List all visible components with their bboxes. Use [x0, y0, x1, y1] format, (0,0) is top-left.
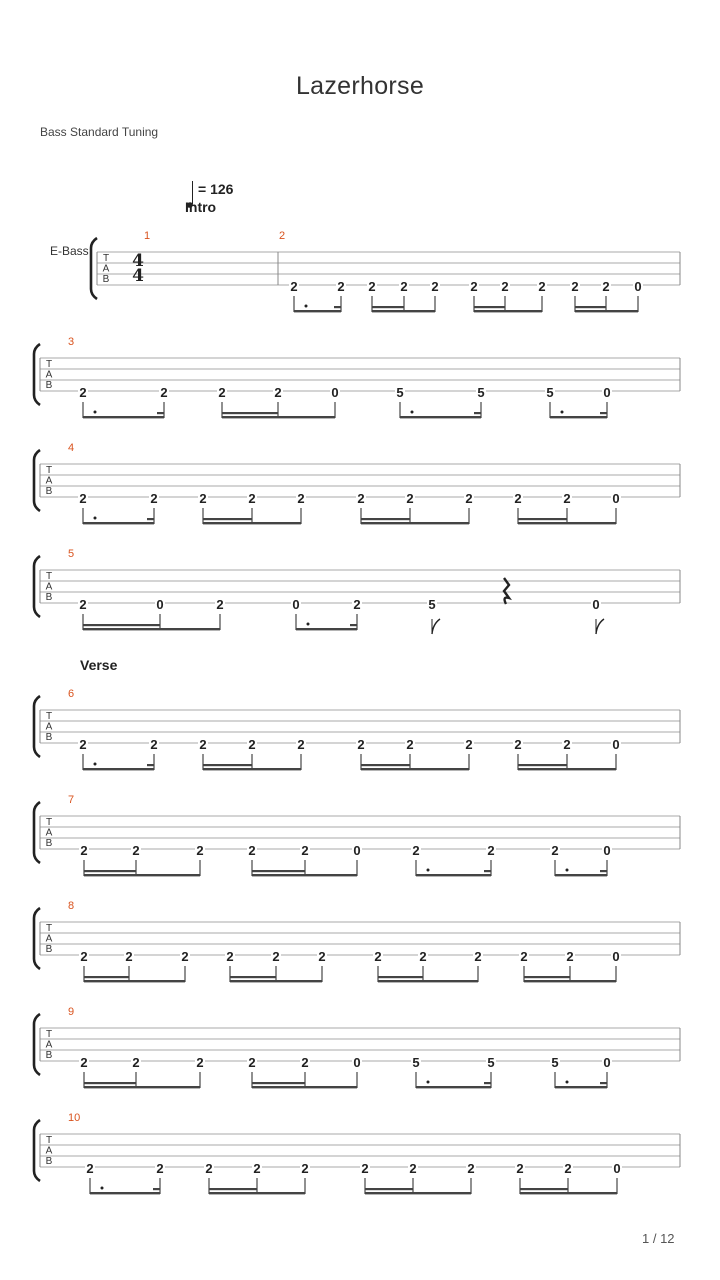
- tab-letter: B: [45, 732, 53, 743]
- fret-number: 2: [467, 1161, 475, 1176]
- staff-bracket-icon: [34, 450, 40, 511]
- fret-number: 2: [297, 737, 305, 752]
- tab-letter: B: [45, 592, 53, 603]
- note-beam: [474, 310, 542, 312]
- fret-number: 2: [520, 949, 528, 964]
- tab-letter: A: [45, 721, 53, 733]
- tab-letter: A: [45, 933, 53, 945]
- tab-letter: T: [45, 465, 53, 476]
- fret-number: 2: [465, 491, 473, 506]
- fret-number: 0: [634, 279, 642, 294]
- fret-number: 2: [79, 491, 87, 506]
- dotted-note-dot: [307, 623, 310, 626]
- fret-number: 2: [80, 1055, 88, 1070]
- note-beam-secondary: [84, 870, 136, 872]
- note-beam: [252, 874, 357, 876]
- note-beam: [361, 522, 469, 524]
- tab-letter: T: [45, 359, 53, 370]
- note-beamlet: [474, 412, 481, 414]
- note-beam-secondary: [518, 518, 567, 520]
- measure-number: 4: [68, 442, 75, 454]
- fret-number: 2: [406, 737, 414, 752]
- tab-letter: B: [45, 1156, 53, 1167]
- note-beam-secondary: [575, 306, 606, 308]
- fret-number: 0: [331, 385, 339, 400]
- note-beam: [524, 980, 616, 982]
- fret-number: 2: [248, 1055, 256, 1070]
- quarter-rest-icon: [504, 578, 509, 604]
- note-beam-secondary: [84, 1082, 136, 1084]
- fret-number: 2: [318, 949, 326, 964]
- fret-number: 2: [80, 949, 88, 964]
- staff-bracket-icon: [91, 238, 97, 299]
- fret-number: 2: [301, 1055, 309, 1070]
- fret-number: 2: [79, 737, 87, 752]
- staff-bracket-icon: [34, 1120, 40, 1181]
- measure-number: 1: [144, 230, 151, 242]
- staff-bracket-icon: [34, 344, 40, 405]
- note-beam: [84, 980, 185, 982]
- fret-number: 2: [368, 279, 376, 294]
- fret-number: 2: [79, 385, 87, 400]
- fret-number: 2: [374, 949, 382, 964]
- note-beam: [361, 768, 469, 770]
- fret-number: 2: [353, 597, 361, 612]
- note-beamlet: [600, 1082, 607, 1084]
- section-label-verse: Verse: [80, 657, 118, 673]
- note-beam: [84, 1086, 200, 1088]
- fret-number: 2: [160, 385, 168, 400]
- song-title: Lazerhorse: [295, 72, 425, 100]
- fret-number: 2: [474, 949, 482, 964]
- tab-staff: [97, 252, 680, 285]
- fret-number: 0: [292, 597, 300, 612]
- measure-number: 5: [68, 548, 75, 560]
- fret-number: 2: [357, 491, 365, 506]
- note-beam: [83, 768, 154, 770]
- tab-letter: B: [45, 486, 53, 497]
- fret-number: 5: [428, 597, 436, 612]
- measure-number: 6: [68, 688, 75, 700]
- fret-number: 2: [538, 279, 546, 294]
- measure-number: 8: [68, 900, 75, 912]
- note-beam-secondary: [252, 1082, 305, 1084]
- fret-number: 0: [612, 737, 620, 752]
- note-beam-secondary: [518, 764, 567, 766]
- note-beam-secondary: [203, 518, 252, 520]
- fret-number: 5: [487, 1055, 495, 1070]
- fret-number: 2: [563, 737, 571, 752]
- note-beam: [83, 628, 220, 630]
- note-beam-secondary: [520, 1188, 568, 1190]
- fret-number: 2: [514, 491, 522, 506]
- dotted-note-dot: [94, 763, 97, 766]
- measure-number: 9: [68, 1006, 75, 1018]
- tab-letter: A: [45, 1039, 53, 1051]
- tab-letter: A: [45, 827, 53, 839]
- note-flag-icon: [432, 619, 440, 634]
- note-beamlet: [147, 518, 154, 520]
- fret-number: 2: [156, 1161, 164, 1176]
- note-beam: [83, 416, 164, 418]
- fret-number: 2: [205, 1161, 213, 1176]
- tab-letter: T: [45, 571, 53, 582]
- tab-letter: T: [102, 253, 110, 264]
- fret-number: 2: [412, 843, 420, 858]
- fret-number: 2: [470, 279, 478, 294]
- fret-number: 0: [612, 491, 620, 506]
- tuning-label: Bass Standard Tuning: [40, 125, 159, 139]
- note-beamlet: [600, 412, 607, 414]
- note-beam: [518, 768, 616, 770]
- dotted-note-dot: [427, 869, 430, 872]
- note-beam: [296, 628, 357, 630]
- note-beamlet: [334, 306, 341, 308]
- note-beamlet: [157, 412, 164, 414]
- dotted-note-dot: [94, 411, 97, 414]
- tab-letter: T: [45, 817, 53, 828]
- instrument-name: E-Bass: [50, 244, 89, 258]
- tab-letter: B: [45, 838, 53, 849]
- measure-number: 7: [68, 794, 75, 806]
- note-beamlet: [147, 764, 154, 766]
- note-beamlet: [600, 870, 607, 872]
- tab-letter: A: [45, 581, 53, 593]
- note-beam: [416, 874, 491, 876]
- tab-letter: B: [45, 1050, 53, 1061]
- measure-number: 3: [68, 336, 75, 348]
- note-beam: [416, 1086, 491, 1088]
- fret-number: 0: [592, 597, 600, 612]
- note-beam: [90, 1192, 160, 1194]
- fret-number: 2: [406, 491, 414, 506]
- fret-number: 2: [226, 949, 234, 964]
- fret-number: 2: [571, 279, 579, 294]
- note-beam: [372, 310, 435, 312]
- note-beam-secondary: [203, 764, 252, 766]
- fret-number: 2: [274, 385, 282, 400]
- fret-number: 0: [603, 1055, 611, 1070]
- fret-number: 2: [564, 1161, 572, 1176]
- note-beam-secondary: [372, 306, 404, 308]
- note-beam: [378, 980, 478, 982]
- staff-bracket-icon: [34, 908, 40, 969]
- fret-number: 2: [132, 843, 140, 858]
- note-beam-secondary: [365, 1188, 413, 1190]
- fret-number: 2: [566, 949, 574, 964]
- fret-number: 2: [218, 385, 226, 400]
- note-beamlet: [484, 1082, 491, 1084]
- fret-number: 2: [150, 737, 158, 752]
- note-beam: [252, 1086, 357, 1088]
- time-signature-top: 4: [132, 251, 144, 271]
- fret-number: 5: [412, 1055, 420, 1070]
- dotted-note-dot: [305, 305, 308, 308]
- note-beam: [518, 522, 616, 524]
- fret-number: 2: [400, 279, 408, 294]
- fret-number: 2: [216, 597, 224, 612]
- fret-number: 2: [199, 491, 207, 506]
- staff-bracket-icon: [34, 802, 40, 863]
- fret-number: 0: [603, 843, 611, 858]
- fret-number: 0: [353, 1055, 361, 1070]
- note-flag-icon: [596, 619, 604, 634]
- tab-letter: A: [102, 263, 110, 275]
- fret-number: 2: [337, 279, 345, 294]
- note-beam-secondary: [230, 976, 276, 978]
- note-beam: [400, 416, 481, 418]
- page-number: 1 / 12: [642, 1231, 675, 1246]
- fret-number: 2: [301, 1161, 309, 1176]
- note-beam-secondary: [83, 624, 160, 626]
- fret-number: 2: [551, 843, 559, 858]
- section-label-intro: Intro: [185, 199, 217, 215]
- tab-staff: [40, 358, 680, 391]
- fret-number: 2: [361, 1161, 369, 1176]
- fret-number: 2: [419, 949, 427, 964]
- tab-letter: A: [45, 475, 53, 487]
- note-beam: [520, 1192, 617, 1194]
- note-beam: [550, 416, 607, 418]
- note-beam: [555, 874, 607, 876]
- fret-number: 2: [86, 1161, 94, 1176]
- fret-number: 2: [199, 737, 207, 752]
- fret-number: 5: [551, 1055, 559, 1070]
- note-beam-secondary: [84, 976, 129, 978]
- fret-number: 5: [477, 385, 485, 400]
- fret-number: 0: [613, 1161, 621, 1176]
- fret-number: 2: [248, 491, 256, 506]
- measure-number: 2: [279, 230, 286, 242]
- note-beamlet: [153, 1188, 160, 1190]
- tempo-value: = 126: [198, 181, 234, 197]
- measure-number: 10: [68, 1112, 81, 1124]
- fret-number: 2: [409, 1161, 417, 1176]
- note-beam: [203, 768, 301, 770]
- note-beam: [230, 980, 322, 982]
- staff-bracket-icon: [34, 696, 40, 757]
- note-beamlet: [484, 870, 491, 872]
- dotted-note-dot: [566, 869, 569, 872]
- note-beam: [209, 1192, 305, 1194]
- note-beam-secondary: [222, 412, 278, 414]
- note-beam: [365, 1192, 471, 1194]
- fret-number: 2: [196, 1055, 204, 1070]
- fret-number: 5: [546, 385, 554, 400]
- fret-number: 2: [248, 843, 256, 858]
- tab-letter: B: [45, 944, 53, 955]
- fret-number: 2: [301, 843, 309, 858]
- note-beam: [575, 310, 638, 312]
- fret-number: 2: [248, 737, 256, 752]
- dotted-note-dot: [101, 1187, 104, 1190]
- tab-letter: B: [45, 380, 53, 391]
- fret-number: 2: [516, 1161, 524, 1176]
- note-beam: [294, 310, 341, 312]
- fret-number: 2: [431, 279, 439, 294]
- fret-number: 0: [603, 385, 611, 400]
- note-beam-secondary: [361, 518, 410, 520]
- note-beam-secondary: [361, 764, 410, 766]
- fret-number: 2: [487, 843, 495, 858]
- tab-letter: T: [45, 1135, 53, 1146]
- tab-letter: B: [102, 274, 110, 285]
- fret-number: 2: [465, 737, 473, 752]
- fret-number: 2: [297, 491, 305, 506]
- dotted-note-dot: [566, 1081, 569, 1084]
- fret-number: 0: [612, 949, 620, 964]
- tab-staff: [40, 922, 680, 955]
- fret-number: 2: [181, 949, 189, 964]
- fret-number: 2: [272, 949, 280, 964]
- note-beamlet: [350, 624, 357, 626]
- staff-bracket-icon: [34, 1014, 40, 1075]
- tab-letter: A: [45, 369, 53, 381]
- fret-number: 5: [396, 385, 404, 400]
- note-beam-secondary: [252, 870, 305, 872]
- fret-number: 2: [563, 491, 571, 506]
- tab-letter: T: [45, 711, 53, 722]
- dotted-note-dot: [427, 1081, 430, 1084]
- tab-letter: T: [45, 1029, 53, 1040]
- fret-number: 0: [156, 597, 164, 612]
- dotted-note-dot: [561, 411, 564, 414]
- note-beam: [203, 522, 301, 524]
- staff-bracket-icon: [34, 556, 40, 617]
- dotted-note-dot: [94, 517, 97, 520]
- tab-letter: A: [45, 1145, 53, 1157]
- fret-number: 0: [353, 843, 361, 858]
- fret-number: 2: [80, 843, 88, 858]
- tab-letter: T: [45, 923, 53, 934]
- fret-number: 2: [196, 843, 204, 858]
- note-beam-secondary: [474, 306, 505, 308]
- fret-number: 2: [290, 279, 298, 294]
- fret-number: 2: [132, 1055, 140, 1070]
- fret-number: 2: [253, 1161, 261, 1176]
- note-beam-secondary: [524, 976, 570, 978]
- note-beam: [555, 1086, 607, 1088]
- fret-number: 2: [602, 279, 610, 294]
- note-beam: [83, 522, 154, 524]
- fret-number: 2: [79, 597, 87, 612]
- fret-number: 2: [501, 279, 509, 294]
- note-beam: [84, 874, 200, 876]
- fret-number: 2: [125, 949, 133, 964]
- time-signature-bottom: 4: [132, 266, 144, 286]
- fret-number: 2: [150, 491, 158, 506]
- fret-number: 2: [357, 737, 365, 752]
- note-beam-secondary: [378, 976, 423, 978]
- fret-number: 2: [514, 737, 522, 752]
- note-beam-secondary: [209, 1188, 257, 1190]
- dotted-note-dot: [411, 411, 414, 414]
- note-beam: [222, 416, 335, 418]
